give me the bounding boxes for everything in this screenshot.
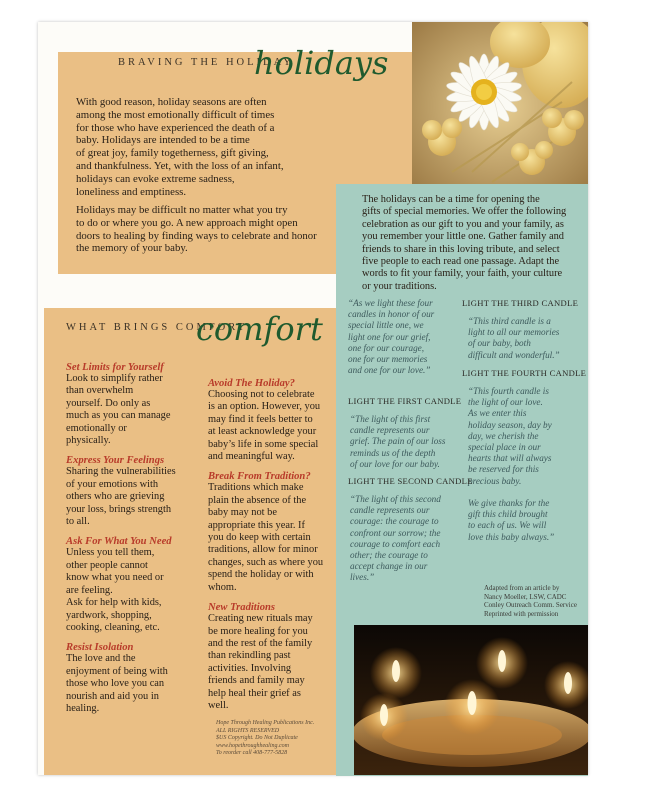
comfort-section-line: Choosing not to celebrate <box>208 389 315 400</box>
fourth-candle-heading: LIGHT THE FOURTH CANDLE <box>462 368 587 378</box>
comfort-section-line: whom. <box>208 581 237 593</box>
publisher-line: ALL RIGHTS RESERVED <box>216 727 280 734</box>
quote-line: accept change in our <box>350 561 428 572</box>
quote-line: grief. The pain of our loss <box>350 436 446 447</box>
comfort-section-line: your loss, brings strength <box>66 503 172 515</box>
comfort-section-line: others who are grieving <box>66 491 165 503</box>
paragraph-line: the memory of your baby. <box>76 242 188 255</box>
third-candle-quote <box>468 316 588 361</box>
quote-line: and one for our love.” <box>348 365 431 376</box>
comfort-section-line: emotionally or <box>66 422 127 434</box>
comfort-section-line: Sharing the vulnerabilities <box>66 466 176 478</box>
opening-quote <box>348 298 468 376</box>
quote-line: candle represents our <box>350 425 430 436</box>
comfort-section-line: is an option. However, you <box>208 401 321 413</box>
comfort-section-line: and meaningful way. <box>208 451 295 463</box>
comfort-section-line: to all. <box>66 516 90 528</box>
paragraph-line: baby. Holidays are intended to be a time <box>76 134 250 147</box>
intro-line: The holidays can be a time for opening the <box>362 194 540 205</box>
comfort-section-line: than overwhelm <box>66 385 134 397</box>
quote-line: candle represents our <box>350 505 430 516</box>
credit-line: Nancy Moeller, LSW, CADC <box>484 592 567 601</box>
quote-line: one for our memories <box>348 354 428 365</box>
quote-line: special little one, we <box>348 320 424 331</box>
comfort-section-line: changes, such as where you <box>208 556 324 568</box>
lit-candles-photo <box>354 625 588 775</box>
comfort-section-line: and the rest of the family <box>208 637 313 649</box>
comfort-section-line: plain the absence of the <box>208 494 307 506</box>
intro-line: you remember your little one. Gather family and <box>362 231 564 243</box>
comfort-section-line: friends and family may <box>208 675 305 687</box>
comfort-section-line: Traditions which make <box>208 482 304 494</box>
comfort-section-line: than rekindling past <box>208 650 291 662</box>
paragraph-line: to do or where you go. A new approach might open <box>76 216 298 229</box>
quote-line: courage: the courage to <box>350 516 439 527</box>
quote-line: “The light of this second <box>350 494 441 504</box>
daisy-with-cookies-photo <box>412 22 588 190</box>
comfort-section-line: much as you can manage <box>66 410 171 422</box>
comfort-section-heading: Break From Tradition? <box>208 471 311 483</box>
comfort-section-line: well. <box>208 699 229 711</box>
quote-line: “This fourth candle is <box>468 386 549 396</box>
comfort-section-line: baby may not be <box>208 507 277 519</box>
quote-line: the light of our love. <box>468 397 543 408</box>
intro-line: celebration as our gift to you and your family, as <box>362 218 564 230</box>
paragraph-line: loneliness and emptiness. <box>76 185 187 198</box>
quote-line: of our love for our baby. <box>350 458 440 469</box>
paragraph-line: With good reason, holiday seasons are often <box>76 96 267 108</box>
quote-line: As we enter this <box>468 408 527 419</box>
comfort-section-line: appropriate this year. If <box>208 519 305 531</box>
quote-line: other; the courage to <box>350 550 428 561</box>
comfort-title-caps: WHAT BRINGS COMFORT <box>66 322 248 333</box>
quote-line: holiday season, day by <box>468 419 552 430</box>
comfort-section-heading: Set Limits for Yourself <box>66 362 164 373</box>
intro-line: or your traditions. <box>362 280 437 292</box>
paragraph-line: doors to healing by finding ways to celebrate and honor <box>76 229 317 242</box>
comfort-section-line: physically. <box>66 435 111 447</box>
publisher-line: www.hopethroughhealing.com <box>216 742 289 749</box>
quote-line: courage to comfort each <box>350 538 441 549</box>
comfort-left-column <box>66 362 191 715</box>
comfort-section-heading: Express Your Feelings <box>66 455 165 467</box>
comfort-section-line: are feeling. <box>66 584 113 596</box>
comfort-section-line: Ask for help with kids, <box>66 597 162 609</box>
paragraph-line: for those who have experienced the death of a <box>76 121 275 134</box>
publisher-line: $US Copyright. Do Not Duplicate <box>216 735 298 742</box>
comfort-section-line: cooking, cleaning, etc. <box>66 621 160 633</box>
publisher-info <box>216 720 334 758</box>
comfort-section-line: spend the holiday or with <box>208 569 314 581</box>
first-candle-quote <box>350 414 472 470</box>
quote-line: to each of us. We will <box>468 520 547 531</box>
closing-quote <box>468 498 588 543</box>
comfort-section-line: other people cannot <box>66 559 148 571</box>
quote-line: confront our sorrow; the <box>350 527 441 538</box>
comfort-section-line: at least acknowledge your <box>208 426 317 438</box>
second-candle-heading: LIGHT THE SECOND CANDLE <box>348 476 473 486</box>
credit-line: Adapted from an article by <box>484 584 560 592</box>
comfort-section-line: you do keep with certain <box>208 532 311 544</box>
comfort-section-line: enjoyment of being with <box>66 665 168 677</box>
quote-line: day, we cherish the <box>468 430 539 441</box>
comfort-section-line: The love and the <box>66 653 136 665</box>
comfort-section-line: be more healing for you <box>208 625 308 637</box>
candles-illustration <box>354 625 588 775</box>
quote-line: difficult and wonderful.” <box>468 349 560 360</box>
comfort-section-heading: Avoid The Holiday? <box>208 378 295 389</box>
quote-line: of our baby, both <box>468 338 531 349</box>
quote-line: reminds us of the depth <box>350 447 436 458</box>
paragraph-line: holidays can evoke extreme sadness, <box>76 172 235 185</box>
what-brings-comfort-panel <box>44 308 336 775</box>
quote-line: love this baby always.” <box>468 531 555 542</box>
quote-line: gift this child brought <box>468 509 548 520</box>
comfort-section-line: yardwork, shopping, <box>66 609 152 621</box>
quote-line: precious baby. <box>468 475 522 486</box>
intro-line: five people to each read one passage. Adapt the <box>362 256 560 268</box>
comfort-section-line: may find it feels better to <box>208 413 313 425</box>
comfort-title-script: comfort <box>196 310 323 348</box>
third-candle-heading: LIGHT THE THIRD CANDLE <box>462 298 579 308</box>
quote-line: candles in honor of our <box>348 309 435 320</box>
comfort-section-line: Unless you tell them, <box>66 547 155 559</box>
intro-line: words to fit your family, your faith, your culture <box>362 268 563 280</box>
comfort-section-line: baby’s life in some special <box>208 438 319 450</box>
publisher-line: Hope Through Healing Publications Inc. <box>216 720 315 726</box>
comfort-section-heading: Resist Isolation <box>66 642 134 654</box>
quote-line: be reserved for this <box>468 464 539 475</box>
first-candle-heading: LIGHT THE FIRST CANDLE <box>348 396 462 406</box>
ceremony-intro <box>362 194 588 293</box>
quote-line: light to all our memories <box>468 327 560 338</box>
second-candle-quote <box>350 494 472 584</box>
braving-title-caps: BRAVING THE HOLIDAY <box>118 57 294 68</box>
comfort-section-line: help heal their grief as <box>208 687 301 699</box>
quote-line: one for our courage, <box>348 342 425 353</box>
comfort-section-line: those who love you can <box>66 678 165 690</box>
comfort-section-heading: New Traditions <box>208 602 276 614</box>
credit-line: Conley Outreach Comm. Service <box>484 601 577 610</box>
comfort-section-line: Creating new rituals may <box>208 613 313 625</box>
fourth-candle-quote <box>468 386 588 487</box>
quote-line: “This third candle is a <box>468 316 551 326</box>
comfort-section-line: healing. <box>66 702 100 714</box>
paragraph-line: among the most emotionally difficult of times <box>76 108 275 121</box>
intro-line: gifts of special memories. We offer the following <box>362 206 567 218</box>
quote-line: hearts that will always <box>468 453 552 464</box>
comfort-section-line: of your emotions with <box>66 478 159 490</box>
quote-line: “The light of this first <box>350 414 431 424</box>
quote-line: light one for our grief, <box>348 331 431 342</box>
comfort-section-heading: Ask For What You Need <box>66 536 172 548</box>
intro-line: friends to share in this loving tribute, and select <box>362 243 560 255</box>
daisy-illustration <box>412 22 588 190</box>
comfort-section-line: know what you need or <box>66 572 164 584</box>
quote-line: We give thanks for the <box>468 498 550 508</box>
comfort-section-line: yourself. Do only as <box>66 397 151 409</box>
publisher-line: To reorder call 408-777-5828 <box>216 750 288 757</box>
quote-line: special place in our <box>468 442 541 453</box>
paragraph-line: and thankfulness. Yet, with the loss of an infant, <box>76 159 284 172</box>
credit-line: Reprinted with permission <box>484 609 559 618</box>
quote-line: “As we light these four <box>348 298 433 308</box>
comfort-section-line: nourish and aid you in <box>66 690 159 702</box>
article-credit <box>484 584 588 618</box>
comfort-section-line: Look to simplify rather <box>66 373 163 384</box>
comfort-right-column <box>208 378 336 712</box>
paragraph-line: Holidays may be difficult no matter what you try <box>76 204 288 216</box>
quote-line: lives.” <box>350 572 375 583</box>
braving-title-script: holidays <box>254 44 389 82</box>
comfort-section-line: traditions, allow for minor <box>208 544 318 556</box>
comfort-section-line: activities. Involving <box>208 662 292 674</box>
paragraph-line: of great joy, family togetherness, gift giving, <box>76 147 269 160</box>
